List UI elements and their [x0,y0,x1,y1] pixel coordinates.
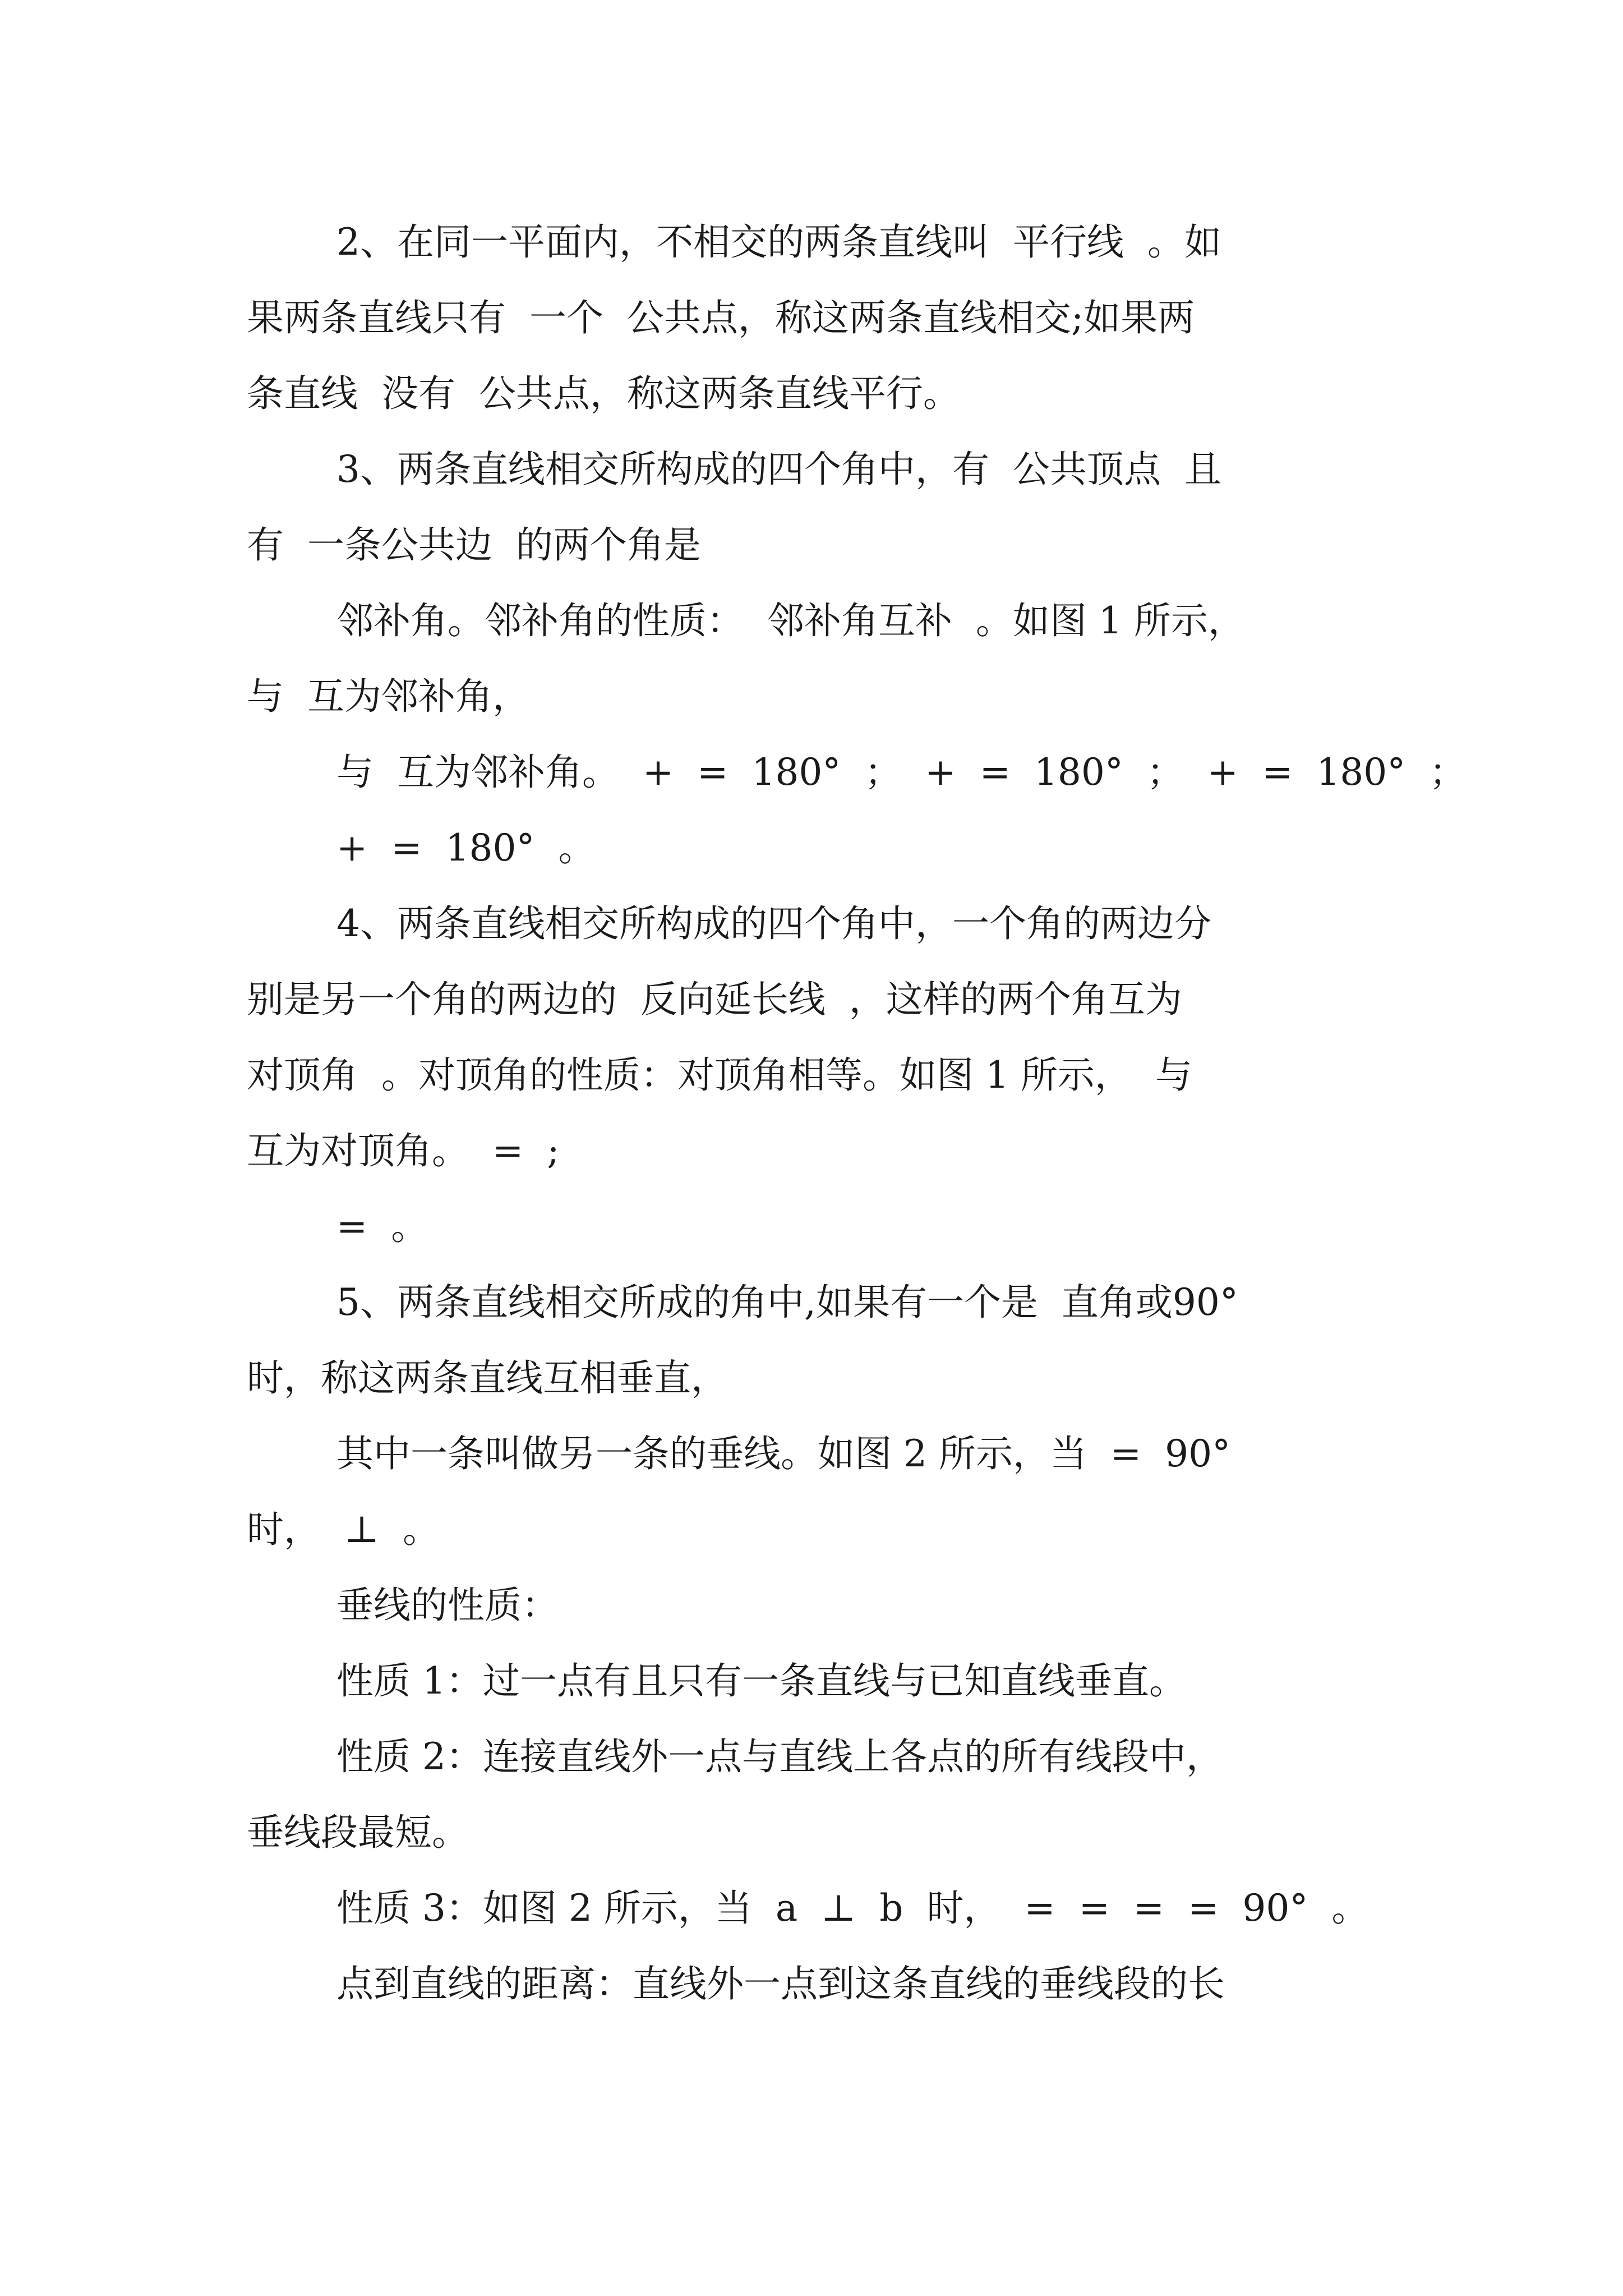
paragraph-5-line-1: 5、两条直线相交所成的角中,如果有一个是 直角或90° [336,1281,1238,1324]
paragraph-5-line-3: 其中一条叫做另一条的垂线。如图 2 所示，当 = 90° [336,1432,1231,1475]
paragraph-3-line-1: 3、两条直线相交所构成的四个角中，有 公共顶点 且 [336,448,1221,491]
paragraph-3-line-2: 有 一条公共边 的两个角是 [247,523,701,567]
property-1-line: 性质 1：过一点有且只有一条直线与已知直线垂直。 [336,1659,1186,1703]
paragraph-3-line-5: 与 互为邻补角。 + = 180° ； + = 180° ； + = 180° ； [336,751,1467,794]
point-line-distance-line: 点到直线的距离：直线外一点到这条直线的垂线段的长 [336,1962,1225,2005]
paragraph-2-line-2: 果两条直线只有 一个 公共点，称这两条直线相交;如果两 [247,296,1195,339]
perpendicular-properties-heading: 垂线的性质： [336,1584,559,1627]
paragraph-3-line-3: 邻补角。邻补角的性质： 邻补角互补 。如图 1 所示， [336,599,1245,642]
paragraph-3-line-4: 与 互为邻补角， [247,675,529,718]
paragraph-4-line-1: 4、两条直线相交所构成的四个角中，一个角的两边分 [336,902,1211,945]
property-3-line: 性质 3：如图 2 所示，当 a ⊥ b 时， = = = = 90° 。 [336,1887,1369,1930]
paragraph-5-line-4: 时， ⊥ 。 [247,1508,440,1551]
paragraph-5-line-2: 时，称这两条直线互相垂直， [247,1356,728,1400]
property-2-line-2: 垂线段最短。 [247,1811,469,1854]
property-2-line-1: 性质 2：连接直线外一点与直线上各点的所有线段中， [336,1735,1223,1778]
paragraph-3-line-6: + = 180° 。 [336,826,596,869]
paragraph-4-line-2: 别是另一个角的两边的 反向延长线 ，这样的两个角互为 [247,978,1182,1021]
paragraph-2-line-3: 条直线 没有 公共点，称这两条直线平行。 [247,372,960,415]
paragraph-4-line-3: 对顶角 。对顶角的性质：对顶角相等。如图 1 所示， 与 [247,1053,1192,1097]
paragraph-4-line-5: = 。 [336,1205,428,1248]
paragraph-2-line-1: 2、在同一平面内，不相交的两条直线叫 平行线 。如 [336,220,1221,264]
paragraph-4-line-4: 互为对顶角。 = ; [247,1129,560,1172]
